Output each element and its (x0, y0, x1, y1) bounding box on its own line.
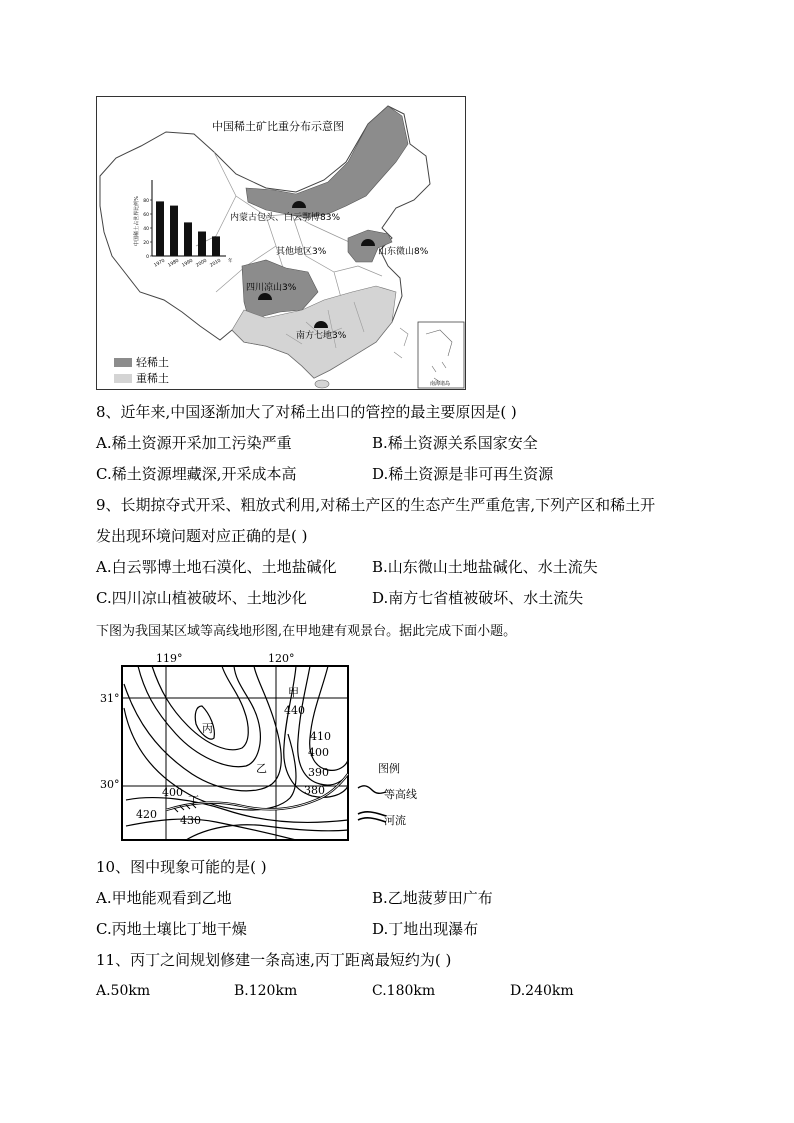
q8-option-a[interactable]: A.稀土资源开采加工污染严重 (96, 434, 292, 452)
chart-x-tick-label: 2010 (209, 258, 222, 269)
chart-y-tick-label: 0 (146, 255, 149, 260)
q9-stem-line1: 9、长期掠夺式开采、粗放式利用,对稀土产区的生态产生严重危害,下列产区和稀土开 (96, 496, 656, 514)
chart-bar-1990 (184, 222, 192, 256)
place-bing: 丙 (202, 722, 213, 735)
q9-option-b[interactable]: B.山东微山土地盐碱化、水土流失 (372, 558, 598, 576)
legend-light-swatch (114, 358, 132, 367)
q8-option-d[interactable]: D.稀土资源是非可再生资源 (372, 465, 554, 483)
legend-light-label: 轻稀土 (136, 356, 169, 369)
contour-map (96, 650, 436, 846)
chart-x-tick-label: 2000 (195, 258, 208, 269)
q8-option-c[interactable]: C.稀土资源埋藏深,开采成本高 (96, 465, 297, 483)
chart-ylabel: 中国稀土占世界比例% (134, 196, 140, 246)
contour-380: 380 (304, 784, 325, 797)
q11-option-a[interactable]: A.50km (96, 983, 151, 999)
q9-option-c[interactable]: C.四川凉山植被破坏、土地沙化 (96, 589, 307, 607)
lat-30: 30° (100, 778, 120, 791)
legend-heavy-swatch (114, 374, 132, 383)
legend-title: 图例 (378, 762, 400, 775)
chart-y-tick-label: 60 (143, 213, 149, 218)
legend-contour-line (358, 786, 386, 793)
q9-option-a[interactable]: A.白云鄂博土地石漠化、土地盐碱化 (96, 558, 337, 576)
label-nanfang: 南方七地3% (296, 331, 347, 341)
chart-y-tick-label: 40 (143, 227, 149, 232)
q11-option-b[interactable]: B.120km (234, 983, 298, 999)
label-neimeng: 内蒙古包头、白云鄂博83% (230, 213, 341, 223)
south-sea-inset (418, 322, 464, 388)
rare-earth-map (96, 96, 466, 390)
legend-heavy-label: 重稀土 (136, 372, 169, 385)
chart-x-tick-label: 1970 (153, 258, 166, 269)
contour-420: 420 (136, 808, 157, 821)
rare-earth-map-svg (96, 96, 466, 390)
q10-option-d[interactable]: D.丁地出现瀑布 (372, 920, 479, 938)
contour-440: 440 (284, 704, 305, 717)
chart-x-tick-label: 1980 (167, 258, 180, 269)
contour-400b: 400 (162, 786, 183, 799)
legend-heavy (114, 370, 169, 386)
chart-x-tick-label: 1990 (181, 258, 194, 269)
q11-option-c[interactable]: C.180km (372, 983, 436, 999)
contour-390: 390 (308, 766, 329, 779)
q10-option-a[interactable]: A.甲地能观看到乙地 (96, 889, 232, 907)
legend-contour-label: 等高线 (384, 788, 417, 801)
legend-river-label: 河流 (384, 814, 406, 827)
label-sichuan: 四川凉山3% (246, 283, 297, 293)
chart-bar-2000 (198, 232, 206, 257)
q10-option-b[interactable]: B.乙地菠萝田广布 (372, 889, 493, 907)
label-shandong: 山东微山8% (378, 247, 429, 257)
chart-bar-1980 (170, 206, 178, 256)
place-yi: 乙 (256, 762, 267, 775)
lon-119: 119° (156, 652, 183, 665)
contour-430: 430 (180, 814, 201, 827)
place-jia: 甲 (288, 686, 299, 699)
q11-option-d[interactable]: D.240km (510, 983, 574, 999)
q9-stem-line2: 发出现环境问题对应正确的是( ) (96, 527, 308, 545)
lon-120: 120° (268, 652, 295, 665)
contour-410: 410 (310, 730, 331, 743)
label-qita: 其他地区3% (276, 247, 327, 257)
inset-label: 南海诸岛 (430, 381, 451, 387)
q11-stem: 11、丙丁之间规划修建一条高速,丙丁距离最短约为( ) (96, 951, 452, 969)
q10-option-c[interactable]: C.丙地土壤比丁地干燥 (96, 920, 247, 938)
q10-stem: 10、图中现象可能的是( ) (96, 858, 267, 876)
lat-31: 31° (100, 692, 120, 705)
q8-stem: 8、近年来,中国逐渐加大了对稀土出口的管控的最主要原因是( ) (96, 403, 517, 421)
chart-y-tick-label: 20 (143, 241, 149, 246)
place-ding: 丁 (188, 794, 199, 807)
legend-river-line (358, 812, 386, 822)
q9-option-d[interactable]: D.南方七省植被破坏、水土流失 (372, 589, 584, 607)
legend-light (114, 354, 169, 370)
contour-400a: 400 (308, 746, 329, 759)
chart-bar-2010 (212, 236, 220, 256)
map1-title: 中国稀土矿比重分布示意图 (212, 120, 344, 133)
chart-y-tick-label: 80 (143, 199, 149, 204)
chart-bar-1970 (156, 201, 164, 256)
chart-x-unit: 年 (228, 259, 233, 264)
intro-text: 下图为我国某区域等高线地形图,在甲地建有观景台。据此完成下面小题。 (96, 624, 517, 639)
q8-option-b[interactable]: B.稀土资源关系国家安全 (372, 434, 538, 452)
